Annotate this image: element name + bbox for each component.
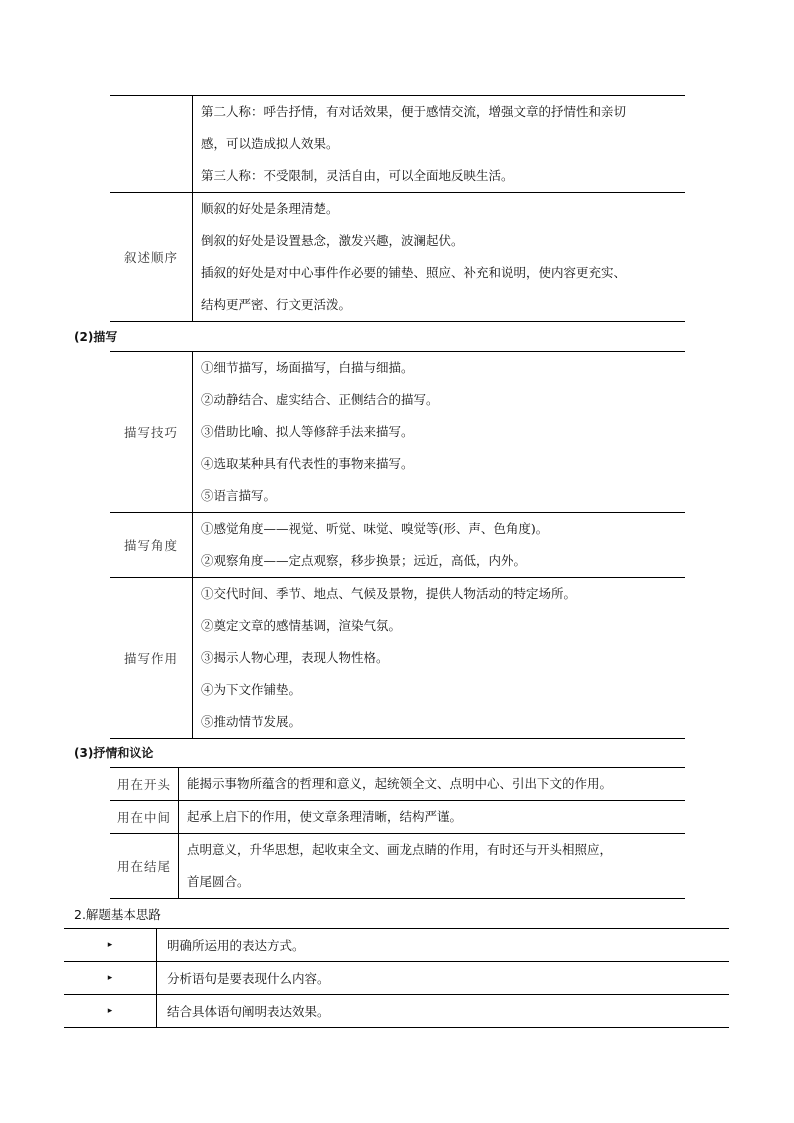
row-content [193, 352, 686, 513]
content-line: ⑤语言描写。 [201, 488, 277, 503]
row-label: 用在开头 [110, 768, 179, 801]
content-line: 能揭示事物所蕴含的哲理和意义，起统领全文、点明中心、引出下文的作用。 [187, 776, 613, 791]
narrative-table [110, 95, 685, 322]
table-row [64, 962, 729, 995]
table-row [110, 513, 685, 578]
row-content [193, 513, 686, 578]
bullet-icon: ▸ [64, 995, 157, 1028]
row-label: 描写作用 [110, 578, 193, 739]
content-line: ⑤推动情节发展。 [201, 714, 302, 729]
row-label: 用在中间 [110, 801, 179, 834]
description-table [110, 351, 685, 739]
row-content [179, 768, 686, 801]
step-text: 结合具体语句阐明表达效果。 [157, 995, 730, 1028]
row-label [110, 96, 193, 193]
row-content [193, 578, 686, 739]
content-line: ①感觉角度——视觉、听觉、味觉、嗅觉等(形、声、色角度)。 [201, 521, 549, 536]
step-text: 明确所运用的表达方式。 [167, 938, 305, 953]
row-content [193, 193, 686, 322]
table-row [64, 929, 729, 962]
row-label: 描写角度 [110, 513, 193, 578]
row-content [179, 801, 686, 834]
table-row [110, 96, 685, 193]
content-line: ②动静结合、虚实结合、正侧结合的描写。 [201, 392, 439, 407]
section-heading-steps: 2.解题基本思路 [74, 907, 161, 922]
bullet-icon: ▸ [64, 929, 157, 962]
content-line: 起承上启下的作用，使文章条理清晰，结构严谨。 [187, 809, 463, 824]
content-line: 感，可以造成拟人效果。 [201, 136, 339, 151]
table-row [64, 995, 729, 1028]
table-row [110, 578, 685, 739]
section-heading-description: (2)描写 [74, 330, 118, 344]
content-line: 结构更严密、行文更活泼。 [201, 297, 352, 312]
content-line: ③借助比喻、拟人等修辞手法来描写。 [201, 424, 414, 439]
row-label: 叙述顺序 [110, 193, 193, 322]
section-heading-lyric: (3)抒情和议论 [74, 746, 154, 760]
steps-table [64, 928, 729, 1028]
lyric-argument-table [110, 767, 685, 899]
content-line: 首尾圆合。 [187, 874, 250, 889]
content-line: 点明意义，升华思想，起收束全文、画龙点睛的作用，有时还与开头相照应， [187, 842, 613, 857]
content-line: 插叙的好处是对中心事件作必要的铺垫、照应、补充和说明，使内容更充实、 [201, 265, 627, 280]
content-line: ③揭示人物心理，表现人物性格。 [201, 650, 389, 665]
content-line: ④为下文作铺垫。 [201, 682, 302, 697]
content-line: ②奠定文章的感情基调，渲染气氛。 [201, 618, 402, 633]
table-row [110, 352, 685, 513]
step-text: 分析语句是要表现什么内容。 [157, 962, 730, 995]
table-row [110, 834, 685, 899]
bullet-icon: ▸ [64, 962, 157, 995]
row-content [193, 96, 686, 193]
row-label: 用在结尾 [110, 834, 179, 899]
table-row [110, 193, 685, 322]
content-line: ①交代时间、季节、地点、气候及景物，提供人物活动的特定场所。 [201, 586, 577, 601]
table-row [110, 801, 685, 834]
row-content [179, 834, 686, 899]
content-line: ④选取某种具有代表性的事物来描写。 [201, 456, 414, 471]
content-line: ①细节描写，场面描写，白描与细描。 [201, 360, 414, 375]
row-label: 描写技巧 [110, 352, 193, 513]
content-line: 顺叙的好处是条理清楚。 [201, 201, 339, 216]
content-line: ②观察角度——定点观察，移步换景；远近，高低，内外。 [201, 553, 527, 568]
table-row [110, 768, 685, 801]
content-line: 第三人称：不受限制，灵活自由，可以全面地反映生活。 [201, 168, 514, 183]
content-line: 第二人称：呼告抒情，有对话效果，便于感情交流，增强文章的抒情性和亲切 [201, 104, 627, 119]
content-line: 倒叙的好处是设置悬念，激发兴趣，波澜起伏。 [201, 233, 464, 248]
